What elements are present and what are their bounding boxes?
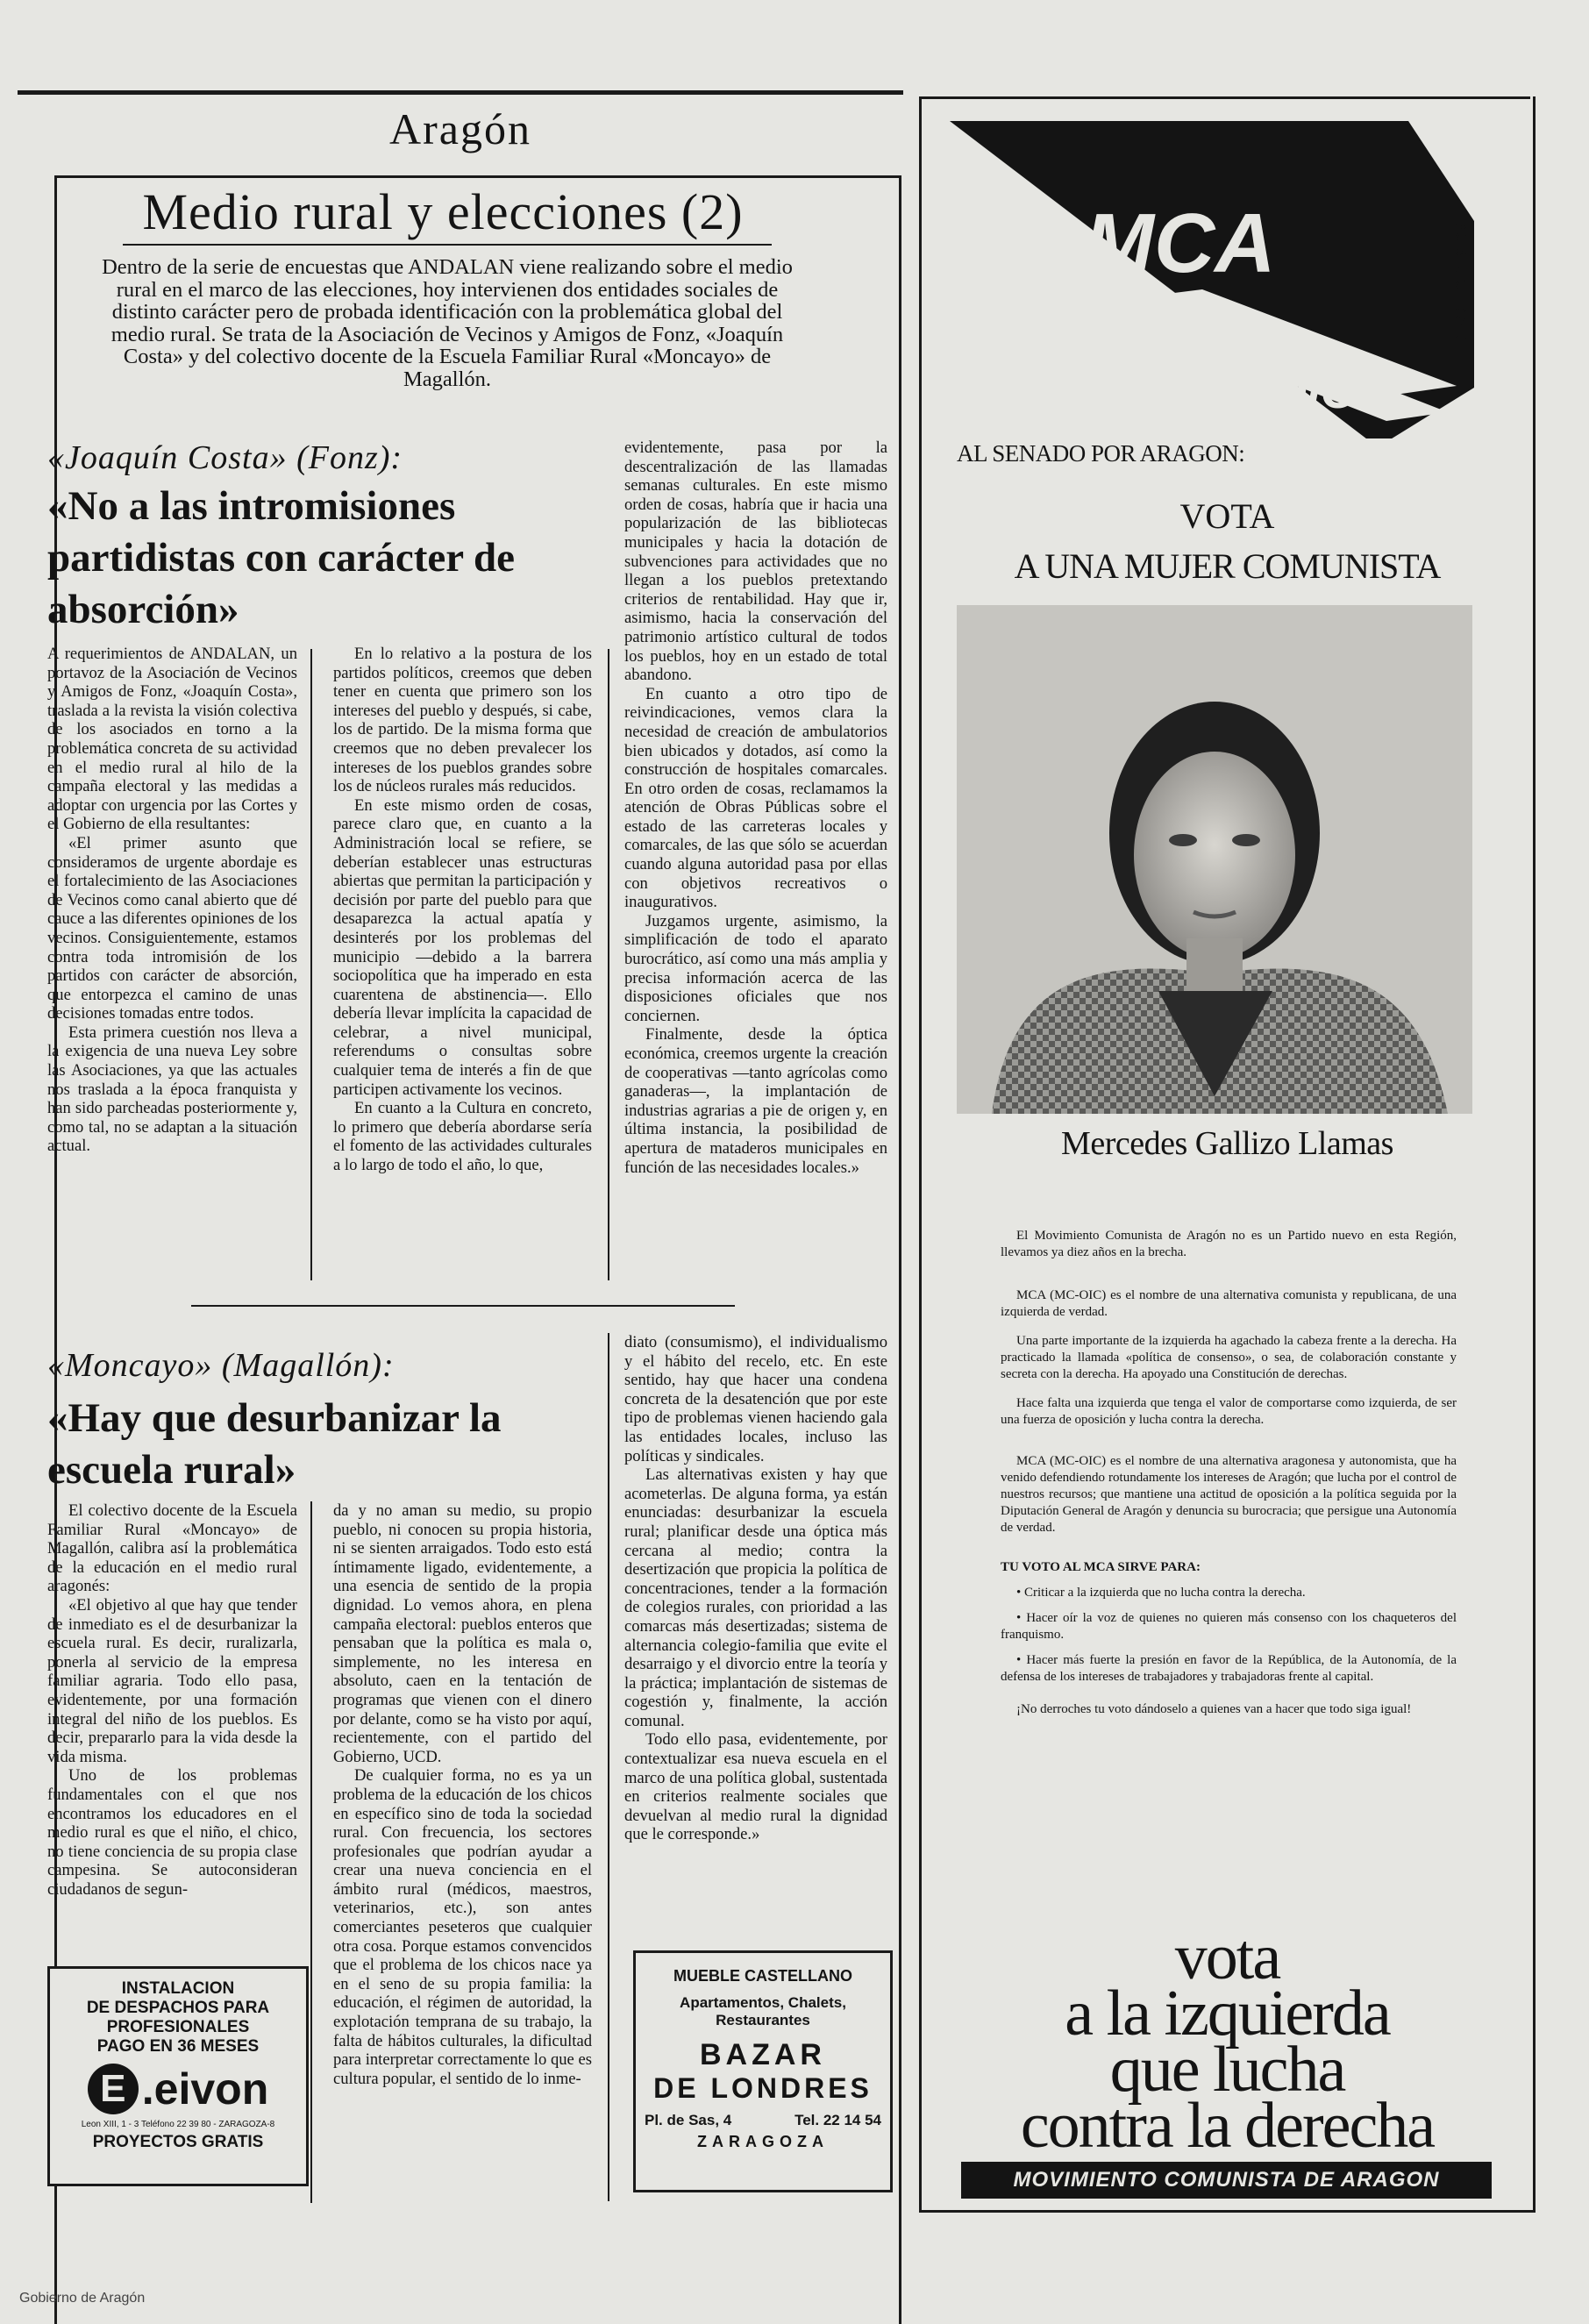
paragraph: evidentemente, pasa por la descentralización de las llamadas semanas culturales. En este mismo orden de cosas, habría que ir hacia una popularización de las bibliotecas municipales y hacia la dotación de subvenciones para actividades que no llegan a los pueblos pretextando criterios de rentabilidad. Hay que ir, asimismo, hacia la conservación del patrimonio artístico cultural de todos los pueblos, hoy en un estado de total abandono. (624, 438, 887, 685)
paragraph: diato (consumismo), el individualismo y el hábito del recelo, etc. En este sentido, hay que hacer una condena concreta de la desatención que por este tipo de problemas vienen haciendo gala las entidades locales, incluso las políticas y sindicales. (624, 1333, 887, 1465)
paragraph: Esta primera cuestión nos lleva a la exigencia de una nueva Ley sobre las Asociaciones, ya que las actuales nos traslada a la época franquista y han sido parcheadas posteriormente y, como tal, no se adaptan a la situación actual. (47, 1023, 297, 1156)
bazar-address: Pl. de Sas, 4 (645, 2112, 732, 2128)
frame-top (54, 175, 901, 178)
paragraph: Uno de los problemas fundamentales con el que nos encontramos los educadores en el medio rural es que el niño, el chico, no tiene conciencia de su propia clase campesina. Se autoconsideran ciudadanos de segun- (47, 1766, 297, 1899)
mca-logo-bottom: MC-OIC (1176, 363, 1357, 418)
mca-org: MOVIMIENTO COMUNISTA DE ARAGON (1013, 2168, 1440, 2192)
paragraph: «El primer asunto que consideramos de urgente abordaje es el fortalecimiento de las Asociaciones de Vecinos como canal abierto que dé cauce a las diferentes opiniones de los vecinos. Consiguientemente, estamos contra toda intromisión de los partidos con carácter de absorción, que entorpezca el camino de unas decisiones tomadas entre todos. (47, 833, 297, 1023)
mca-paragraph: Hace falta una izquierda que tenga el valor de comportarse como izquierda, de ser una fuerza de oposición y lucha contra la derecha. (1001, 1396, 1457, 1427)
paragraph: En lo relativo a la postura de los partidos políticos, creemos que deben tener en cuenta que primero son los intereses del pueblo y después, si cabe, los de partido. De la misma forma que creemos que no deben prevalecer los intereses de los pueblos grandes sobre los de núcleos rurales más reducidos. (333, 645, 592, 796)
mca-list-item: • Criticar a la izquierda que no lucha contra la derecha. (1016, 1586, 1306, 1600)
page-title: Medio rural y elecciones (2) (142, 183, 744, 240)
mca-logo (922, 96, 1533, 438)
article1-column-3 (624, 438, 887, 1177)
eivon-address: Leon XIII, 1 - 3 Teléfono 22 39 80 - ZARAGOZA-8 (81, 2120, 275, 2129)
eivon-line-1: INSTALACION (121, 1979, 235, 1998)
section-title: Aragón (389, 104, 531, 153)
article2-column-3 (624, 1333, 887, 1844)
candidate-name: Mercedes Gallizo Llamas (1061, 1125, 1393, 1162)
slogan-line: que lucha (1109, 2034, 1345, 2106)
slogan-line: a la izquierda (1065, 1978, 1390, 2050)
bazar-city: ZARAGOZA (697, 2133, 829, 2150)
article2-column-2 (333, 1501, 592, 2088)
article1-column-2 (333, 645, 592, 1175)
column-divider (608, 1333, 609, 2201)
mca-paragraph: MCA (MC-OIC) es el nombre de una alternativa aragonesa y autonomista, que ha venido defendiendo rotundamente los intereses de Aragón; que lucha por el control de nuestros recursos; que mantiene una actitud de oposición a la política seguida por la Diputación General de Aragón y denuncia su burocracia; que persigue una Autonomía de verdad. (1001, 1454, 1457, 1535)
eivon-ad (47, 1966, 309, 2186)
article2-headline: «Hay que desurbanizar la escuela rural» (47, 1395, 502, 1493)
paragraph: Las alternativas existen y hay que acometerlas. De alguna forma, ya están enunciadas: desurbanizar la escuela rural; planificar desde una óptica más cercana al medio; contra la desertización que propicia la política de concentraciones, tender a la formación de colegios rurales, con prioridad a las comarcas más desertizadas; sistema de alternancia colegio-familia que evite el desarraigo y el divorcio entre la teoría y la práctica; implantación de sistemas de cogestión y, finalmente, la acción comunal. (624, 1465, 887, 1730)
eivon-line-3: PROFESIONALES (106, 2018, 250, 2036)
article1-column-1 (47, 645, 297, 1156)
side-label: PUBLICIDAD (1451, 219, 1470, 343)
mca-logo-top: MCA (1084, 196, 1276, 290)
eivon-line-2: DE DESPACHOS PARA (86, 1999, 270, 2017)
eivon-logo-icon: E (88, 2064, 139, 2114)
bazar-name-2: DE LONDRES (653, 2072, 873, 2104)
article2-column-1 (47, 1501, 297, 1899)
bazar-contact (636, 2105, 890, 2129)
mca-list-title: TU VOTO AL MCA SIRVE PARA: (1001, 1560, 1201, 1574)
bazar-line-2: Apartamentos, Chalets, (680, 1994, 846, 2011)
bazar-phone: Tel. 22 14 54 (794, 2112, 881, 2128)
paragraph: De cualquier forma, no es ya un problema de la educación de los chicos en específico sino de toda la sociedad rural. Con frecuencia, los sectores profesionales que podrían ayudar a crear una nueva conciencia en el ámbito rural (médicos, maestros, veterinarios, etc.), son antes comerciantes peseteros que cualquier otra cosa. Porque estamos convencidos que el problema de los chicos nace ya en el seno de su propia familia: la educación, el régimen de autoridad, la explotación temprana de su trabajo, la falta de hábitos culturales, la dificultad para interpretar correctamente lo que es cultura popular, el sentido de lo inme- (333, 1766, 592, 2088)
paragraph: «El objetivo al que hay que tender de inmediato es el de desurbanizar la escuela rural. Es decir, ruralizarla, ponerla al servicio de la empresa familiar agraria. Todo ello pasa, evidentemente, por una formación integral del niño de los pueblos. Es decir, prepararlo para la vida desde la vida misma. (47, 1595, 297, 1766)
mca-vote-2: A UNA MUJER COMUNISTA (1014, 546, 1441, 586)
paragraph: Todo ello pasa, evidentemente, por contextualizar esa nueva escuela en el marco de una política global, sustentada en criterios realmente sociales que devuelvan al medio rural la dignidad que le corresponde.» (624, 1730, 887, 1844)
mca-paragraph: Una parte importante de la izquierda ha agachado la cabeza frente a la derecha. Ha practicado la llamada «política de consenso», o sea, de colaboración constante y secreta con la derecha. Ha apoyado una Constitución de derechas. (1001, 1334, 1457, 1381)
title-underline (123, 244, 772, 246)
paragraph: da y no aman su medio, su propio pueblo, ni conocen su propia historia, ni se sienten arraigados. Todo esto está íntimamente ligado, evidentemente, a una esencia de sentido de la propia dignidad. Lo vemos ahora, en plena campaña electoral: pueblos enteros que pensaban que la política es mala o, simplemente, no les interesa en absoluto, caen en la tentación de programas que vienen con el dinero por delante, como se ha visto por aquí, recientemente, con el partido del Gobierno, UCD. (333, 1501, 592, 1766)
candidate-photo (957, 605, 1472, 1114)
footer-credit: Gobierno de Aragón (19, 2291, 146, 2306)
paragraph: Finalmente, desde la óptica económica, creemos urgente la creación de cooperativas —tanto agrícolas como ganaderas—, la implantación de industrias agrarias a pie de origen y, en última instancia, la posibilidad de apertura de mataderos municipales en función de las necesidades locales.» (624, 1025, 887, 1177)
paragraph: Juzgamos urgente, asimismo, la simplificación de todo el aparato burocrático, así como una más amplia y precisa información acerca de las disposiciones oficiales que nos conciernen. (624, 911, 887, 1025)
mca-list (1001, 1585, 1457, 1686)
bazar-name-1: BAZAR (700, 2038, 826, 2071)
paragraph: En cuanto a otro tipo de reivindicaciones, vemos clara la necesidad de creación de ambulatorios bien ubicados y dotados, así como la construcción de hospitales comarcales. En otro orden de cosas, reclamamos la atención de Obras Públicas sobre el estado de las carreteras locales y comarcales, de las que sólo se acuerdan cuando alguna autoridad pasa por ellas con objetivos recreativos o inaugurativos. (624, 684, 887, 912)
eivon-line-4: PAGO EN 36 MESES (96, 2037, 260, 2056)
intro-text: Dentro de la serie de encuestas que ANDALAN viene realizando sobre el medio rural en el marco de las elecciones, hoy intervienen dos entidades sociales de distinto carácter pero de probada identificación con la problemática global del medio rural. Se trata de la Asociación de Vecinos y Amigos de Fonz, «Joaquín Costa» y del colectivo docente de la Escuela Familiar Rural «Moncayo» de Magallón. (102, 255, 793, 391)
eivon-logo (50, 2064, 306, 2114)
column-divider (608, 649, 609, 1280)
top-rule-left (18, 90, 903, 95)
column-divider (310, 1501, 312, 2203)
column-divider (310, 649, 312, 1280)
mca-closing: ¡No derroches tu voto dándoselo a quienes van a hacer que todo siga igual! (1016, 1702, 1412, 1716)
eivon-brand: .eivon (141, 2064, 269, 2114)
frame-right (899, 175, 901, 2324)
paragraph: En cuanto a la Cultura en concreto, lo primero que debería abordarse sería el fomento de las actividades culturales a lo largo de todo el año, lo que, (333, 1099, 592, 1175)
article1-headline: «No a las intromisiones partidistas con carácter de absorción» (47, 483, 515, 632)
bazar-line-3: Restaurantes (716, 2012, 810, 2028)
bazar-line-1: MUEBLE CASTELLANO (673, 1967, 852, 1985)
mca-ad (919, 96, 1536, 2213)
mca-body (1001, 1228, 1457, 1730)
paragraph: En este mismo orden de cosas, parece claro que, en cuanto a la Administración local se refiere, se deberían establecer unas estructuras abiertas que permitan la participación y decisión por parte del pueblo para que desaparezca la actual apatía y desinterés por los problemas del municipio —debido a la barrera sociopolítica que ha imperado en esta cuarentena de abstinencia—. Ello debería llevar implícita la capacidad de celebrar, a nivel municipal, referendums o consultas sobre cualquier tema de interés a fin de que participen activamente los vecinos. (333, 795, 592, 1099)
mca-paragraph: MCA (MC-OIC) es el nombre de una alternativa comunista y republicana, de una izquierda de verdad. (1001, 1288, 1457, 1319)
bazar-ad (633, 1950, 893, 2192)
paragraph: A requerimientos de ANDALAN, un portavoz de la Asociación de Vecinos y Amigos de Fonz, «Joaquín Costa», traslada a la revista la visión colectiva de los asociados en torno a la problemática concreta de su actividad en el medio rural al hilo de la campaña electoral y las medidas a adoptar con urgencia por las Cortes y el Gobierno de ella resultantes: (47, 645, 297, 834)
mca-list-item: • Hacer más fuerte la presión en favor de la República, de la Autonomía, de la defensa de los intereses de trabajadores y trabajadoras frente al capital. (1001, 1653, 1457, 1684)
slogan-line: vota (1174, 1921, 1280, 1993)
article-separator (191, 1305, 735, 1307)
paragraph: El colectivo docente de la Escuela Familiar Rural «Moncayo» de Magallón, calibra así la problemática de la educación en el medio rural aragonés: (47, 1501, 297, 1596)
mca-paragraph: El Movimiento Comunista de Aragón no es un Partido nuevo en esta Región, llevamos ya diez años en la brecha. (1001, 1229, 1457, 1259)
mca-slogan (922, 1921, 1533, 2162)
eivon-footer: PROYECTOS GRATIS (92, 2133, 264, 2151)
mca-vote-1: VOTA (1179, 496, 1275, 536)
article2-kicker: «Moncayo» (Magallón): (47, 1347, 395, 1384)
slogan-line: contra la derecha (1020, 2090, 1435, 2162)
mca-list-item: • Hacer oír la voz de quienes no quieren más consenso con los chaqueteros del franquismo. (1001, 1611, 1457, 1642)
article1-kicker: «Joaquín Costa» (Fonz): (47, 439, 403, 476)
mca-senate: AL SENADO POR ARAGON: (957, 440, 1245, 467)
